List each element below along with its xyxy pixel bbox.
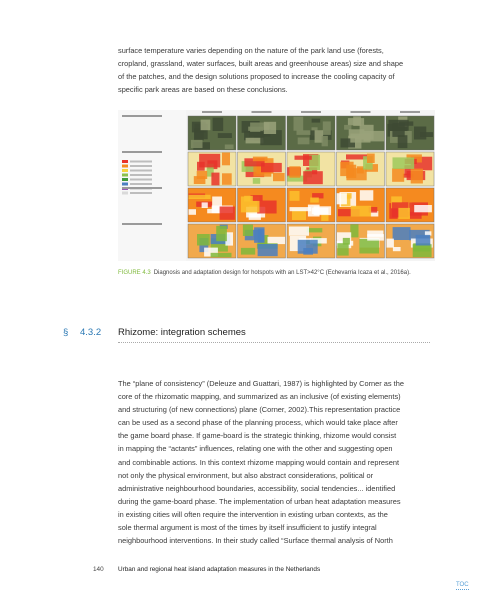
text-line: in mapping the “actants” influences, relating one with the other and suggesting open	[118, 444, 393, 454]
column-label-placeholder	[252, 111, 272, 113]
text-line: can be used as a second phase of the planning process, which would take place after	[118, 418, 398, 428]
map-patch	[213, 118, 224, 131]
map-patch	[411, 169, 423, 184]
map-patch	[298, 138, 310, 145]
legend-text-placeholder	[130, 170, 152, 172]
map-patch	[244, 196, 253, 202]
figure-image	[118, 110, 435, 261]
map-patch	[322, 136, 328, 146]
map-patch	[216, 226, 227, 241]
row-label-placeholder	[122, 223, 162, 225]
map-patch	[191, 140, 203, 148]
map-patch	[312, 119, 321, 123]
legend-text-placeholder	[130, 179, 152, 181]
map-patch	[253, 178, 260, 184]
text-line: sole thermal argument is most of the times by itself insufficient to justify integral	[118, 523, 377, 533]
section-divider	[118, 342, 430, 343]
map-patch	[392, 168, 404, 182]
map-patch	[413, 244, 432, 257]
caption-text: Diagnosis and adaptation design for hotspots with an LST>42°C (Echevarria Icaza et al., 2016a).	[153, 270, 411, 276]
map-patch	[268, 237, 286, 244]
map-patch	[189, 209, 197, 215]
map-patch	[202, 202, 208, 208]
map-patch	[253, 157, 268, 162]
map-patch	[289, 227, 309, 236]
map-patch	[303, 171, 323, 184]
map-patch	[273, 173, 285, 181]
section-symbol: §	[63, 327, 69, 338]
caption-label: FIGURE 4.3	[118, 270, 151, 276]
map-patch	[254, 227, 264, 243]
page-number: 140	[93, 566, 104, 573]
map-patch	[340, 162, 353, 176]
legend-swatch	[122, 160, 128, 163]
row-label-placeholder	[122, 187, 162, 189]
map-patch	[398, 208, 410, 219]
toc-link[interactable]: TOC	[456, 582, 469, 588]
legend-text-placeholder	[130, 161, 152, 163]
map-patch	[393, 227, 411, 240]
map-patch	[387, 239, 394, 248]
map-patch	[294, 117, 304, 131]
map-patch	[323, 121, 331, 134]
legend-swatch	[122, 174, 128, 177]
map-patch	[290, 207, 312, 211]
figure-hotspot-maps	[118, 110, 435, 261]
legend-text-placeholder	[130, 174, 152, 176]
legend-swatch	[122, 183, 128, 186]
text-line: during the game-board phase. The implementation of urban heat adaptation measures	[118, 496, 401, 506]
legend-text-placeholder	[130, 183, 152, 185]
map-patch	[414, 205, 432, 212]
map-patch	[258, 244, 278, 256]
map-patch	[257, 201, 276, 214]
legend-swatch	[122, 165, 128, 168]
map-patch	[393, 247, 401, 251]
map-patch	[222, 173, 232, 185]
text-line: and combinable actions. In this context rhizome mapping would contain and represent	[118, 457, 400, 467]
running-footer-title: Urban and regional heat island adaptation measures in the Netherlands	[118, 566, 321, 573]
map-patch	[211, 253, 232, 257]
section-heading	[63, 327, 453, 343]
legend-swatch	[122, 169, 128, 172]
text-line: specific park areas are based on these conclusions.	[118, 85, 288, 95]
text-line: of the patches, and the design solutions proposed to increase the cooling capacity of	[118, 72, 395, 82]
map-patch	[344, 125, 351, 130]
map-patch	[189, 195, 211, 199]
map-patch	[337, 243, 348, 255]
map-patch	[307, 228, 323, 232]
figure-caption	[118, 269, 448, 278]
text-line: administrative neighbourhood boundaries, accessibility, social tendencies... identified	[118, 483, 396, 493]
map-patch	[290, 191, 300, 201]
map-patch	[314, 206, 332, 215]
text-line: surface temperature varies depending on the nature of the park land use (forests,	[118, 46, 384, 55]
map-patch	[359, 239, 379, 254]
map-patch	[416, 235, 431, 246]
map-patch	[367, 234, 384, 241]
body-paragraph-2	[118, 377, 444, 547]
column-label-placeholder	[351, 111, 371, 113]
map-patch	[350, 224, 358, 237]
legend-swatch	[122, 192, 128, 195]
map-patch	[264, 122, 276, 134]
legend-swatch	[122, 178, 128, 181]
column-label-placeholder	[301, 111, 321, 113]
map-patch	[297, 130, 311, 135]
body-paragraph-1	[118, 44, 444, 96]
text-line: neighbourhood interventions. In their study called “Surface thermal analysis of North	[118, 536, 393, 546]
legend-text-placeholder	[130, 165, 152, 167]
column-label-placeholder	[202, 111, 222, 113]
map-patch	[393, 157, 415, 169]
map-patch	[360, 190, 374, 200]
row-label-placeholder	[122, 151, 162, 153]
map-patch	[241, 248, 255, 255]
text-line: core of the rhizomatic mapping, and summarized as an inclusive (of existing elements)	[118, 392, 401, 402]
map-patch	[348, 118, 364, 125]
legend-text-placeholder	[130, 192, 152, 194]
map-patch	[220, 207, 235, 220]
text-line: in existing cities will often require the intervention in existing urban contexts, as the	[118, 509, 388, 519]
map-patch	[337, 193, 347, 204]
map-patch	[248, 127, 263, 131]
map-patch	[303, 248, 313, 255]
text-line: not only the physical environment, but also abstract considerations, political or	[118, 470, 374, 480]
map-patch	[364, 131, 385, 142]
map-patch	[391, 196, 402, 202]
text-line: cropland, grassland, water surfaces, built areas and greenhouse areas) size and shape	[118, 59, 404, 69]
map-patch	[414, 127, 426, 140]
map-patch	[351, 206, 371, 217]
text-line: The “plane of consistency” (Deleuze and Guattari, 1987) is highlighted by Corner as the	[118, 379, 404, 388]
map-patch	[218, 133, 232, 138]
text-line: the game board phase. If game-board is the strategic thinking, rhizome would consist	[118, 431, 397, 441]
map-patch	[398, 135, 408, 148]
section-number: 4.3.2	[80, 327, 102, 338]
map-patch	[199, 154, 220, 168]
map-patch	[222, 153, 230, 166]
text-line: and structuring (of new connections) plane (Corner, 2002).This representation practice	[118, 405, 401, 415]
row-label-placeholder	[122, 115, 162, 117]
map-patch	[197, 234, 210, 246]
map-patch	[211, 173, 219, 186]
map-patch	[295, 156, 312, 160]
map-patch	[243, 225, 253, 236]
map-patch	[310, 198, 319, 203]
map-patch	[388, 120, 408, 131]
map-patch	[225, 145, 234, 150]
map-patch	[367, 154, 375, 163]
map-patch	[201, 120, 211, 131]
map-patch	[289, 166, 300, 177]
map-patch	[194, 176, 206, 184]
column-label-placeholder	[400, 111, 420, 113]
legend-panel	[118, 110, 186, 261]
section-title: Rhizome: integration schemes	[118, 327, 246, 338]
